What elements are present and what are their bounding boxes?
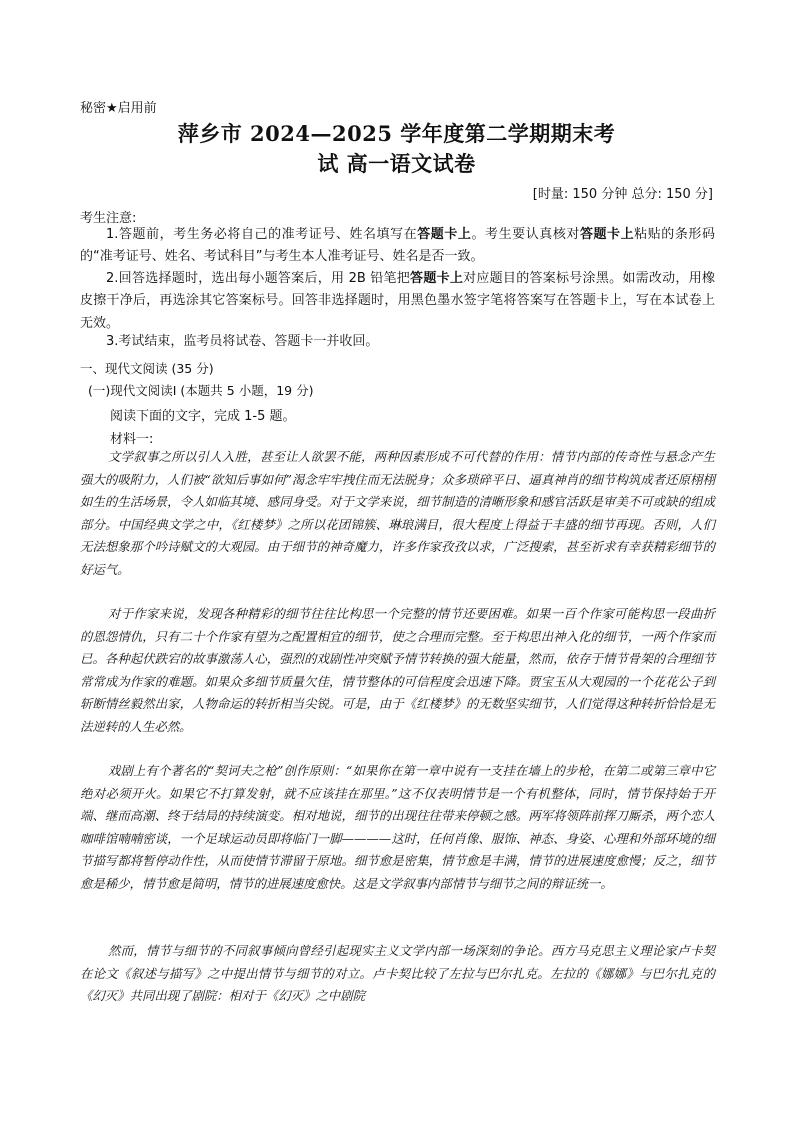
passage-paragraph-4: 然而，情节与细节的不同叙事倾向曾经引起现实主义文学内部一场深刻的争论。西方马克思主义理论家卢卡契在论文《叙述与描写》之中提出情节与细节的对立。卢卡契比较了左拉与巴尔扎克。左拉的《娜娜》与巴尔扎克的《幻灭》共同出现了剧院：相对于《幻灭》之中剧院 — [80, 943, 715, 1004]
passage-paragraph-1: 文学叙事之所以引人入胜，甚至让人欲罢不能，两种因素形成不可代替的作用：情节内部的传奇性与悬念产生强大的吸附力，人们被“欲知后事如何”渴念牢牢拽住而无法脱身；众多琐碎平日、逼真神肖的细节构筑成者还原栩栩如生的生活场景，令人如临其境、感同身受。对于文学来说，细节制造的清晰形象和感官活跃是审美不可或缺的组成部分。中国经典文学之中，《红楼梦》之所以花团锦簇、琳琅满目，很大程度上得益于丰盛的细节再现。否则，人们无法想象那个吟诗赋文的大观园。由于细节的神奇魔力，许多作家孜孜以求，广泛搜索，甚至祈求有幸获精彩细节的好运气。 — [80, 449, 715, 577]
section-heading: 一、现代文阅读 (35 分) — [80, 361, 214, 376]
note-item-3: 3.考试结束，监考员将试卷、答题卡一并收回。 — [106, 334, 379, 349]
notes-heading: 考生注意: — [80, 211, 137, 226]
exam-title-line1: 萍乡市 2024—2025 学年度第二学期期末考 — [177, 121, 616, 146]
passage-paragraph-2: 对于作家来说，发现各种精彩的细节往往比构思一个完整的情节还要困难。如果一百个作家可能构思一段曲折的恩怨情仇，只有二十个作家有望为之配置相宜的细节，使之合理而完整。至于构思出神入化的细节，一两个作家而已。各种起伏跌宕的故事激荡人心，强烈的戏剧性冲突赋予情节转换的强大能量，然而，依存于情节骨架的合理细节常常成为作家的难题。如果众多细节质量欠佳，情节整体的可信程度会迅速下降。贾宝玉从大观园的一个花花公子到斩断情丝毅然出家，人物命运的转折相当尖锐。可是，由于《红楼梦》的无数坚实细节，人们觉得这种转折恰恰是无法逆转的人生必然。 — [80, 606, 715, 734]
subsection-heading: (一)现代文阅读Ⅰ (本题共 5 小题，19 分) — [88, 383, 314, 398]
confidential-label: 秘密★启用前 — [80, 101, 157, 116]
note-1-text: 1.答题前，考生务必将自己的准考证号、姓名填写在 — [106, 227, 418, 242]
exam-title-line2: 试 高一语文试卷 — [317, 151, 476, 176]
exam-timing: [时量: 150 分钟 总分: 150 分] — [532, 187, 713, 202]
note-1-bold-2: 答题卡上 — [579, 227, 635, 242]
note-item-2 — [80, 268, 715, 335]
note-1-text-3: 粘贴的条形码的“准考证号、姓名、考试科目”与考生本人准考证号、姓名是否一致。 — [80, 227, 715, 265]
note-2-bold: 答题卡上 — [410, 271, 464, 286]
note-item-1 — [80, 224, 715, 269]
passage-paragraph-3: 戏剧上有个著名的“契诃夫之枪”创作原则：“如果你在第一章中说有一支挂在墙上的步枪，在第二或第三章中它绝对必须开火。如果它不打算发射，就不应该挂在那里。”这不仅表明情节是一个有机整体，同时，情节保持始于开端、继而高潮、终于结局的持续演变。相对地说，细节的出现往往带来停顿之感。两军将领阵前挥刀厮杀，两个恋人咖啡馆喃喃密谈，一个足球运动员即将临门一脚————这时，任何肖像、服饰、神态、身姿、心理和外部环境的细节描写都将暂停动作性，从而使情节滞留于原地。细节愈是密集，情节愈是丰满，情节的进展速度愈慢；反之，细节愈是稀少，情节愈是简明，情节的进展速度愈快。这是文学叙事内部情节与细节之间的辩证统一。 — [80, 763, 715, 891]
note-1-bold: 答题卡上 — [417, 227, 472, 242]
note-2-text: 2.回答选择题时，选出每小题答案后，用 2B 铅笔把 — [106, 271, 411, 286]
material-label: 材料一: — [110, 432, 154, 447]
note-1-text-2: 。考生要认真核对 — [471, 227, 580, 242]
note-2-text-2: 对应题目的答案标号涂黑。如需改动，用橡皮擦干净后，再选涂其它答案标号。回答非选择题时，用黑色墨水签字笔将答案写在答题卡上，写在本试卷上无效。 — [80, 271, 715, 331]
reading-instruction: 阅读下面的文字，完成 1-5 题。 — [110, 409, 296, 424]
